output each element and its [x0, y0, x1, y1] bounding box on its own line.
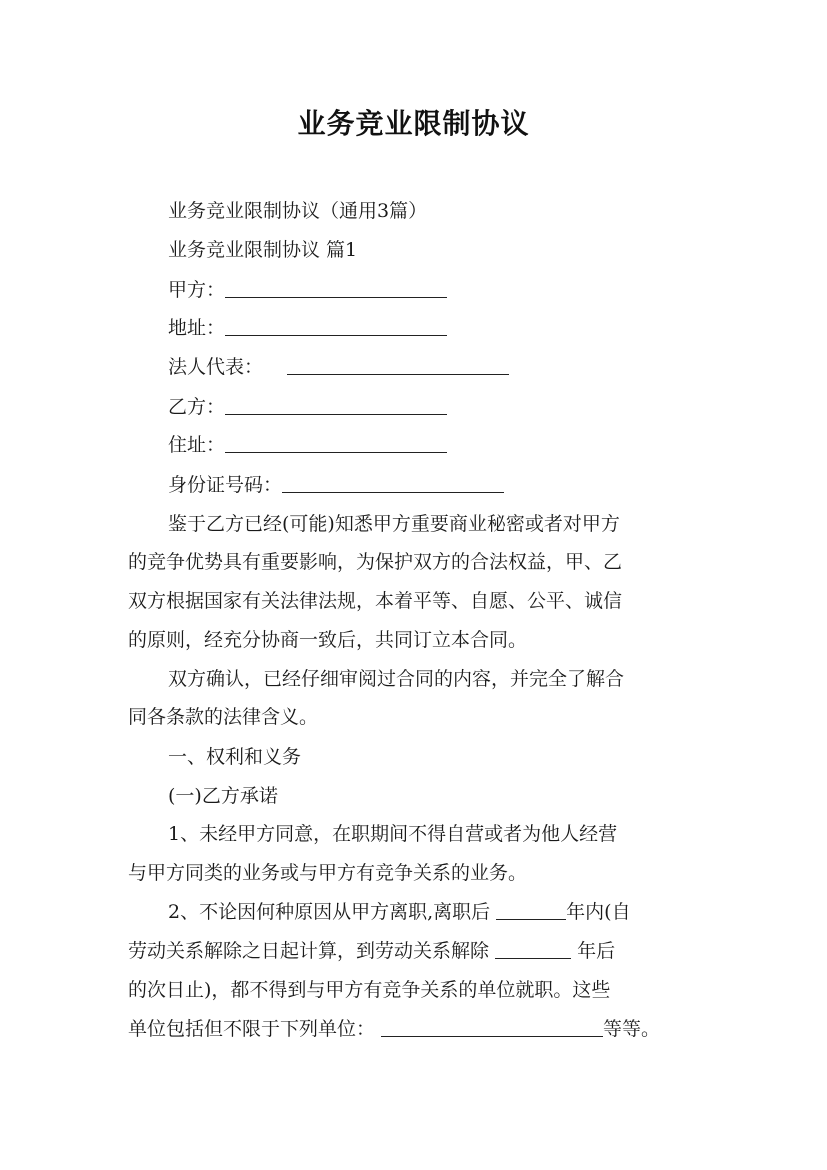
- item2-text-a: 2、不论因何种原因从甲方离职,离职后: [168, 901, 497, 923]
- item2-text-c: 劳动关系解除之日起计算，到劳动关系解除: [128, 940, 496, 962]
- party-a-field: [168, 278, 758, 302]
- item2-text-f: 等等。: [603, 1018, 661, 1040]
- document-subtitle: 业务竞业限制协议（通用3篇）: [168, 200, 428, 222]
- party-b-field: [168, 395, 758, 419]
- paragraph-line: [168, 900, 758, 924]
- residence-field: [168, 433, 758, 457]
- legal-rep-label: 法人代表：: [168, 356, 264, 378]
- section-heading: 业务竞业限制协议 篇1: [168, 239, 358, 261]
- paragraph-line: [128, 1017, 718, 1041]
- id-number-field: [168, 473, 758, 497]
- id-number-label: 身份证号码：: [168, 474, 283, 496]
- years-after-blank: [495, 940, 571, 959]
- paragraph-line: 的竞争优势具有重要影响，为保护双方的合法权益，甲、乙: [128, 551, 623, 573]
- heading-commitments: (一)乙方承诺: [168, 785, 278, 807]
- legal-rep-field: [168, 355, 758, 379]
- document-title: 业务竞业限制协议: [297, 107, 530, 140]
- years-blank: [496, 901, 566, 920]
- party-b-label: 乙方：: [168, 396, 226, 418]
- paragraph-line: 同各条款的法律含义。: [128, 706, 319, 728]
- party-b-blank: [225, 396, 447, 415]
- paragraph-line: 的原则，经充分协商一致后，共同订立本合同。: [128, 629, 528, 651]
- paragraph-line: 双方确认，已经仔细审阅过合同的内容，并完全了解合: [168, 668, 625, 690]
- id-number-blank: [282, 474, 504, 493]
- paragraph-line: 的次日止)，都不得到与甲方有竞争关系的单位就职。这些: [128, 979, 611, 1001]
- heading-rights: 一、权利和义务: [168, 746, 302, 768]
- item2-text-d: 年后: [571, 940, 616, 962]
- item2-text-b: 年内(自: [566, 901, 631, 923]
- legal-rep-blank: [287, 356, 509, 375]
- units-blank: [381, 1018, 603, 1037]
- paragraph-line: 与甲方同类的业务或与甲方有竞争关系的业务。: [128, 862, 528, 884]
- paragraph-line: [128, 939, 718, 963]
- item2-text-e: 单位包括但不限于下列单位：: [128, 1018, 382, 1040]
- party-a-blank: [225, 279, 447, 298]
- paragraph-line: 1、未经甲方同意，在职期间不得自营或者为他人经营: [168, 823, 618, 845]
- paragraph-line: 双方根据国家有关法律法规，本着平等、自愿、公平、诚信: [128, 590, 623, 612]
- address-blank: [225, 317, 447, 336]
- address-field: [168, 316, 758, 340]
- paragraph-line: 鉴于乙方已经(可能)知悉甲方重要商业秘密或者对甲方: [168, 513, 620, 535]
- party-a-label: 甲方：: [168, 279, 226, 301]
- residence-label: 住址：: [168, 434, 226, 456]
- address-label: 地址：: [168, 317, 226, 339]
- residence-blank: [225, 434, 447, 453]
